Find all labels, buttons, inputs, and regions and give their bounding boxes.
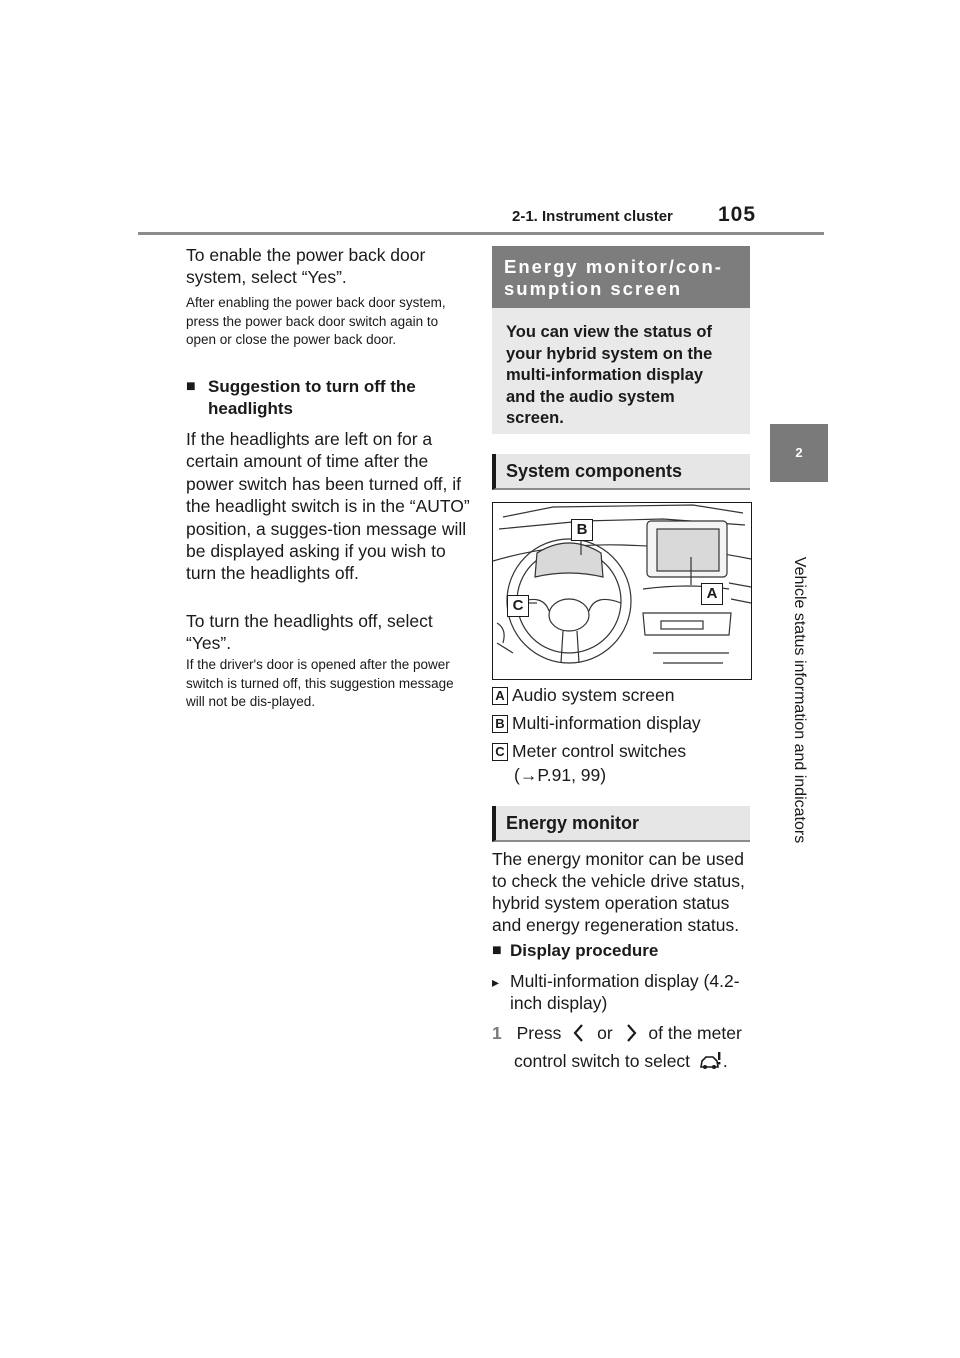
- note-power-back-door: After enabling the power back door system, press the power back door switch again to open or close the power back door.: [186, 295, 446, 347]
- callout-a: A: [701, 583, 723, 605]
- square-bullet-icon: ■: [186, 378, 196, 395]
- legend-key: A: [492, 687, 508, 705]
- header-divider: [138, 232, 824, 235]
- suggestion-heading: [186, 376, 476, 420]
- vehicle-info-icon: [699, 1051, 723, 1071]
- legend-text: Meter control switches: [512, 741, 687, 761]
- suggestion-heading-text: Suggestion to turn off the headlights: [208, 377, 416, 418]
- energy-monitor-heading: Energy monitor: [492, 806, 750, 842]
- legend-key: C: [492, 743, 508, 761]
- chevron-right-icon: [622, 1022, 640, 1044]
- dashboard-illustration: [492, 502, 752, 680]
- step-line2: [514, 1050, 754, 1072]
- paragraph-enable: To enable the power back door system, select “Yes”.: [186, 245, 426, 287]
- legend-item: [492, 684, 750, 706]
- note-drivers-door: If the driver's door is opened after the power switch is turned off, this suggestion message will not be dis-played.: [186, 657, 454, 709]
- step-end: .: [722, 1051, 728, 1071]
- step-number: 1: [492, 1023, 502, 1043]
- chapter-title-vertical: [772, 490, 826, 910]
- legend-item: [492, 712, 750, 734]
- square-bullet-icon: ■: [492, 942, 502, 959]
- procedure-heading-text: Display procedure: [510, 941, 659, 960]
- paragraph-turn-off: To turn the headlights off, select “Yes”.: [186, 611, 433, 653]
- callout-c: C: [507, 595, 529, 617]
- paragraph-headlights: If the headlights are left on for a certain amount of time after the power switch has been turned off, if the headlight switch is in the “AUTO” position, a sugges-tion message will be displayed asking if you wish to turn the headlights off.: [186, 429, 470, 584]
- chevron-left-icon: [570, 1022, 588, 1044]
- step-press-text: Press: [516, 1023, 562, 1043]
- energy-monitor-description: The energy monitor can be used to check the vehicle drive status, hybrid system operation status and energy regeneration status.: [492, 849, 745, 935]
- system-components-heading: System components: [492, 454, 750, 490]
- page-reference-text: P.91, 99: [537, 765, 601, 785]
- step-rest-text: of the meter: [648, 1023, 742, 1043]
- callout-b: B: [571, 519, 593, 541]
- step-or-text: or: [597, 1023, 613, 1043]
- chapter-title: Vehicle status information and indicators: [791, 556, 808, 844]
- legend-item: [492, 740, 750, 786]
- bullet-item: [492, 970, 754, 1014]
- chapter-tab: 2: [770, 424, 828, 482]
- legend-text: Multi-information display: [512, 713, 701, 733]
- arrow-icon: →: [519, 765, 538, 785]
- legend-text: Audio system screen: [512, 685, 675, 705]
- energy-monitor-title: Energy monitor/con-sumption screen: [492, 246, 750, 310]
- procedure-heading: [492, 940, 754, 962]
- step-1: [492, 1022, 754, 1072]
- legend-key: B: [492, 715, 508, 733]
- bullet-text: Multi-information display (4.2-inch display): [510, 971, 740, 1013]
- triangle-bullet-icon: ▸: [492, 974, 500, 990]
- section-title: 2-1. Instrument cluster: [512, 208, 673, 225]
- intro-box: You can view the status of your hybrid system on the multi-information display and the audio system screen.: [492, 308, 750, 434]
- step-line2-text: control switch to select: [514, 1051, 691, 1071]
- page-reference[interactable]: (→P.91, 99): [514, 765, 607, 785]
- page-number: 105: [718, 203, 757, 226]
